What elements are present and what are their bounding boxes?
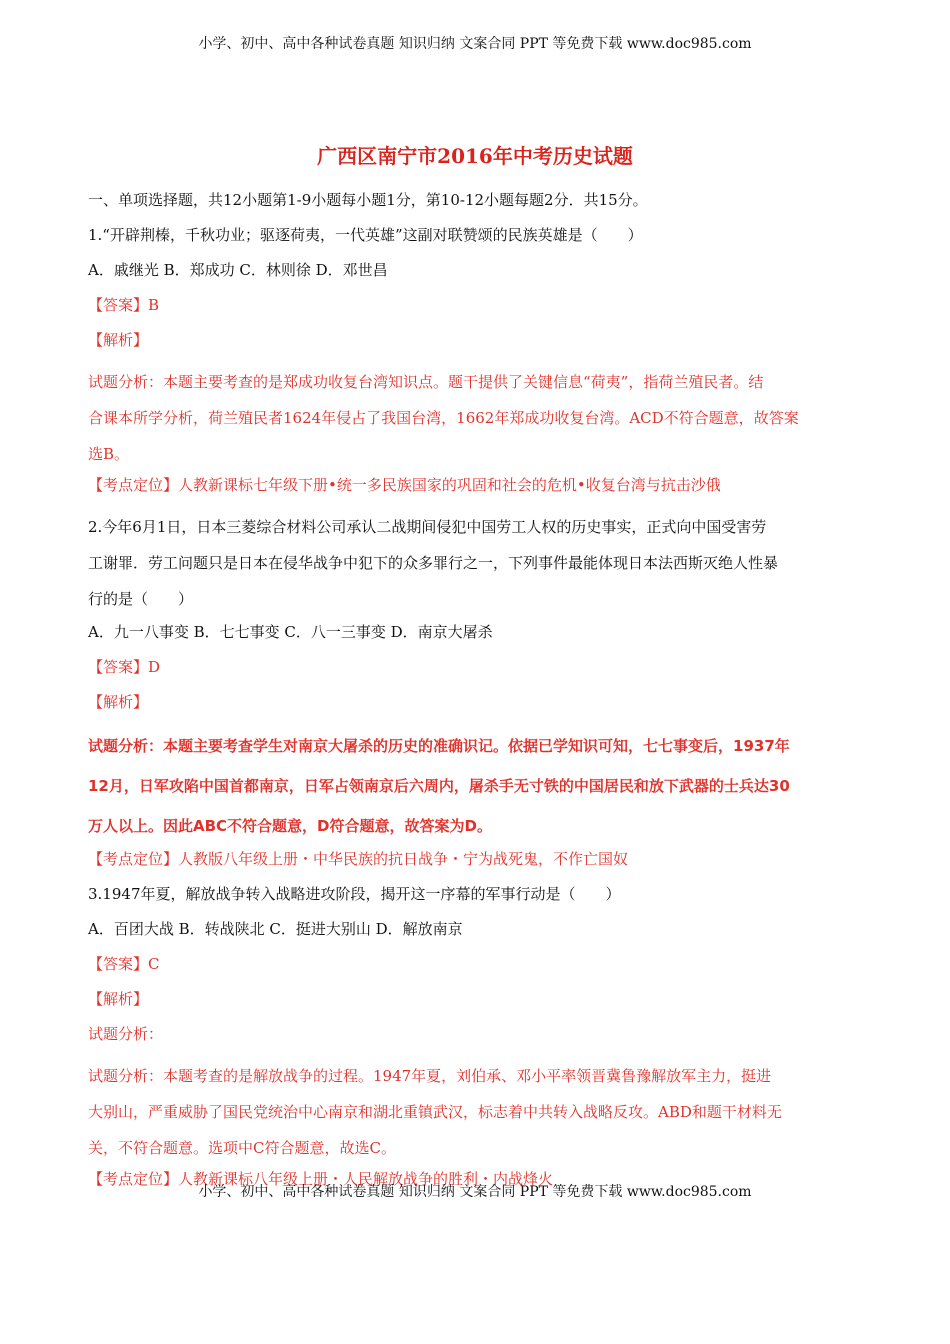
jiexi-label: 【解析】: [88, 990, 149, 1008]
page-header: 小学、初中、高中各种试卷真题 知识归纳 文案合同 PPT 等免费下载 www.doc985.com: [198, 36, 752, 52]
analysis-line: 关，不符合题意。选项中C符合题意，故选C。: [88, 1139, 396, 1157]
stem-line: 工谢罪．劳工问题只是日本在侵华战争中犯下的众多罪行之一，下列事件最能体现日本法西斯灭绝人性暴: [88, 554, 779, 572]
question-2: [88, 509, 863, 870]
document-title: 广西区南宁市2016年中考历史试题: [317, 144, 633, 168]
analysis-line: 试题分析：本题考查的是解放战争的过程。1947年夏，刘伯承、邓小平率领晋冀鲁豫解放军主力，挺进: [88, 1067, 772, 1085]
analysis-line: 万人以上。因此ABC不符合题意，D符合题意，故答案为D。: [88, 817, 492, 835]
analysis-line: 合课本所学分析，荷兰殖民者1624年侵占了我国台湾，1662年郑成功收复台湾。ACD不符合题意，故答案: [88, 409, 799, 427]
question-options: A．百团大战 B．转战陕北 C．挺进大别山 D．解放南京: [88, 920, 463, 938]
question-stem: [88, 509, 863, 617]
document-body: [88, 189, 863, 1203]
analysis-line: 试题分析：本题主要考查学生对南京大屠杀的历史的准确识记。依据已学知识可知，七七事变后，1937年: [88, 737, 790, 755]
answer-label: 【答案】D: [88, 658, 161, 676]
analysis-line: 12月，日军攻陷中国首都南京，日军占领南京后六周内，屠杀手无寸铁的中国居民和放下武器的士兵达30: [88, 777, 790, 795]
page-footer: 小学、初中、高中各种试卷真题 知识归纳 文案合同 PPT 等免费下载 www.doc985.com: [198, 1184, 752, 1200]
question-options: A．九一八事变 B．七七事变 C．八一三事变 D．南京大屠杀: [88, 623, 493, 641]
kaodian-label: 【考点定位】人教新课标八年级上册・人民解放战争的胜利・内战烽火: [88, 1170, 554, 1188]
analysis-heading: 试题分析：: [88, 1025, 164, 1043]
jiexi-label: 【解析】: [88, 693, 149, 711]
section-intro: 一、单项选择题，共12小题第1-9小题每小题1分，第10-12小题每题2分．共15分。: [88, 191, 648, 209]
analysis-line: 试题分析：本题主要考查的是郑成功收复台湾知识点。题干提供了关键信息“荷夷”，指荷兰殖民者。结: [88, 373, 764, 391]
question-1: [88, 224, 863, 496]
analysis-text: [88, 364, 863, 472]
stem-line: 行的是（ ）: [88, 590, 194, 608]
question-options: A．戚继光 B．郑成功 C．林则徐 D．邓世昌: [88, 261, 388, 279]
kaodian-label: 【考点定位】人教版八年级上册・中华民族的抗日战争・宁为战死鬼，不作亡国奴: [88, 850, 629, 868]
stem-line: 2.今年6月1日，日本三菱综合材料公司承认二战期间侵犯中国劳工人权的历史事实，正式向中国受害劳: [88, 518, 767, 536]
analysis-text: [88, 726, 863, 846]
analysis-line: 大别山，严重威胁了国民党统治中心南京和湖北重镇武汉，标志着中共转入战略反攻。ABD和题干材料无: [88, 1103, 782, 1121]
question-stem: 1.“开辟荆榛，千秋功业；驱逐荷夷，一代英雄”这副对联赞颂的民族英雄是（ ）: [88, 226, 643, 244]
question-stem: 3.1947年夏，解放战争转入战略进攻阶段，揭开这一序幕的军事行动是（ ）: [88, 885, 621, 903]
answer-label: 【答案】C: [88, 955, 160, 973]
jiexi-label: 【解析】: [88, 331, 149, 349]
analysis-line: 选B。: [88, 445, 130, 463]
analysis-text: [88, 1058, 863, 1166]
question-3: [88, 883, 863, 1190]
kaodian-label: 【考点定位】人教新课标七年级下册•统一多民族国家的巩固和社会的危机•收复台湾与抗击沙俄: [88, 476, 721, 494]
answer-label: 【答案】B: [88, 296, 160, 314]
